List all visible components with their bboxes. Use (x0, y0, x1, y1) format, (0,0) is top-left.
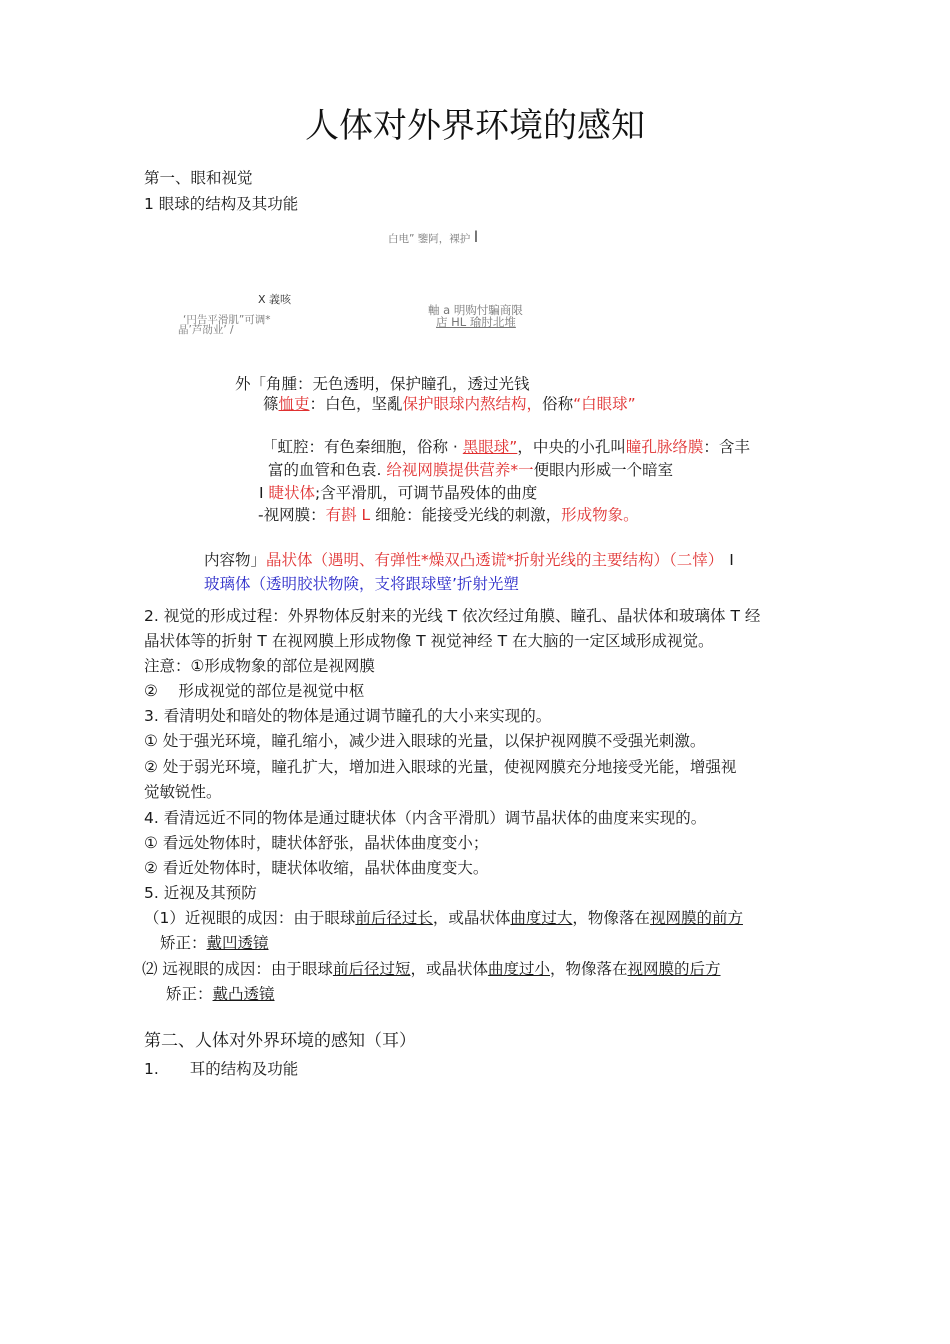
text-seg: 矫正： (166, 985, 213, 1003)
text-seg: 内容物」 (204, 551, 267, 569)
diagram-label-right-2: 店 HL 瑜肘北堆 (436, 315, 516, 329)
diagram-label-top (388, 227, 478, 246)
diagram-label-left-1: ‘円告平滑肌”可调* (183, 314, 271, 326)
hyperopia-cause (142, 959, 721, 979)
text-seg: 曲度过小 (487, 960, 550, 978)
sclera-function: 保护眼球内熬结构， (402, 395, 543, 413)
note-1: 注意：①形成物象的部位是视网膜 (144, 657, 375, 675)
text-seg: I (729, 551, 734, 569)
myopia-correction (160, 933, 269, 953)
outer-sclera-line (263, 394, 636, 414)
text-seg: 富的血管和色袁. (268, 461, 387, 479)
section-1-subheading: 1 眼球的结构及其功能 (144, 195, 299, 213)
text-seg: 细舱：能接受光线的刺激， (370, 506, 562, 524)
text-seg: 矫正： (160, 934, 207, 952)
inner-lens-line (204, 550, 734, 570)
ciliary-near: ② 看近处物体时，睫状体收缩，晶状体曲度变大。 (144, 859, 489, 877)
vision-process-line-2: 晶状体等的折射 T 在视网膜上形成物像 T 视觉神经 T 在大脑的一定区域形成视觉。 (144, 632, 714, 650)
retina-line (258, 505, 639, 525)
text-seg: ;含平滑肌，可调节晶殁体的曲度 (315, 484, 538, 502)
middle-choroid-line (268, 460, 673, 480)
ciliary-heading: 4. 看清远近不同的物体是通过睫状体（内含平滑肌）调节晶状体的曲度来实现的。 (144, 809, 707, 827)
iris-nickname: 黑眼球” (462, 438, 518, 456)
text-seg: 戴凹透镜 (206, 934, 269, 952)
text-seg: （1）近视眼的成因：由于眼球 (144, 909, 356, 927)
text-seg: 视网膜的后方 (627, 960, 721, 978)
note-2: ② 形成视觉的部位是视觉中枢 (144, 682, 365, 700)
middle-iris-line (262, 437, 750, 457)
text-seg: 曲度过大 (510, 909, 573, 927)
retina-cells: 有斟 L (325, 506, 371, 524)
text-seg: ，物像落在 (572, 909, 650, 927)
inner-vitreous-line: 玻璃体（透明胶状物険，支将跟球壁’折射光塑 (204, 575, 519, 593)
pupil-strong-light: ① 处于强光环境，瞳孔缩小，减少进入眼球的光量，以保护视网膜不受强光刺激。 (144, 732, 706, 750)
text-seg: 便眼内形威一个暗室 (533, 461, 674, 479)
text-seg: ：含丰 (703, 438, 750, 456)
myopia-cause (144, 908, 743, 928)
text-seg: 俗称 (542, 395, 574, 413)
ciliary-far: ① 看远处物体时，睫状体舒张，晶状体曲度变小； (144, 834, 489, 852)
vision-process-line-1: 2. 视觉的形成过程：外界物体反射来的光线 T 依次经过角膜、瞳孔、晶状体和玻璃体 T 经 (144, 607, 761, 625)
diagram-label-right-1: 軸 a 明购忖騙商限 (428, 303, 523, 317)
text-seg: 戴凸透镜 (212, 985, 275, 1003)
ciliary-term: 睫状体 (268, 484, 316, 502)
text-seg: -视网膜： (258, 506, 326, 524)
diagram-label-top-text: 白电” 鑒阿，裸护 (388, 233, 471, 245)
pupil-weak-light-cont: 觉敏锐性。 (144, 783, 222, 801)
sclera-nickname: “白眼球” (573, 395, 636, 413)
text-seg: 前后径过短 (332, 960, 411, 978)
text-seg: 篠 (263, 395, 279, 413)
sclera-term: 恤吏 (278, 395, 310, 413)
myopia-heading: 5. 近视及其预防 (144, 884, 257, 902)
pupil-weak-light: ② 处于弱光环境，瞳孔扩大，增加进入眼球的光量，使视网膜充分地接受光能，增强视 (144, 758, 737, 776)
text-seg: ，或晶状体 (432, 909, 511, 927)
retina-function: 形成物象。 (561, 506, 639, 524)
text-seg: 前后径过长 (355, 909, 433, 927)
text-seg: 「虹腔：有色秦细胞，俗称 · (262, 438, 463, 456)
text-seg: ⑵ 远视眼的成因：由于眼球 (142, 960, 333, 978)
diagram-label-left-2: 晶’芦劭业’ / (178, 324, 234, 336)
diagram-label-x: X 義咳 (258, 293, 292, 306)
section-1-heading: 第一、眼和视觉 (144, 169, 253, 187)
choroid-function: 给视网膜提供营养*一 (386, 461, 534, 479)
outer-cornea-line: 外「角腫：无色透明，保护瞳孔，透过光钱 (235, 375, 530, 393)
hyperopia-correction (166, 984, 275, 1004)
text-seg: ，中央的小孔叫 (517, 438, 626, 456)
section-2-subheading: 1. 耳的结构及功能 (144, 1060, 299, 1078)
middle-ciliary-line (259, 483, 537, 503)
lens-description: 晶状体（遇明、有弹性*燥双凸透谎*折射光线的主要结构）（二悻） (266, 551, 724, 569)
pupil-heading: 3. 看清明处和暗处的物体是通过调节瞳孔的大小来实现的。 (144, 707, 552, 725)
page-title: 人体对外界环境的感知 (305, 106, 645, 146)
text-seg: 视网膜的前方 (649, 909, 743, 927)
text-seg: ，或晶状体 (410, 960, 488, 978)
text-seg: ，物像落在 (549, 960, 628, 978)
pupil-choroid-term: 瞳孔脉络膜 (625, 438, 704, 456)
text-seg: ：白色，坚亂 (309, 395, 403, 413)
section-2-heading: 第二、人体对外界环境的感知（耳） (144, 1031, 416, 1051)
text-seg: I (259, 484, 269, 502)
diagram-label-top-mark: I (473, 227, 479, 246)
